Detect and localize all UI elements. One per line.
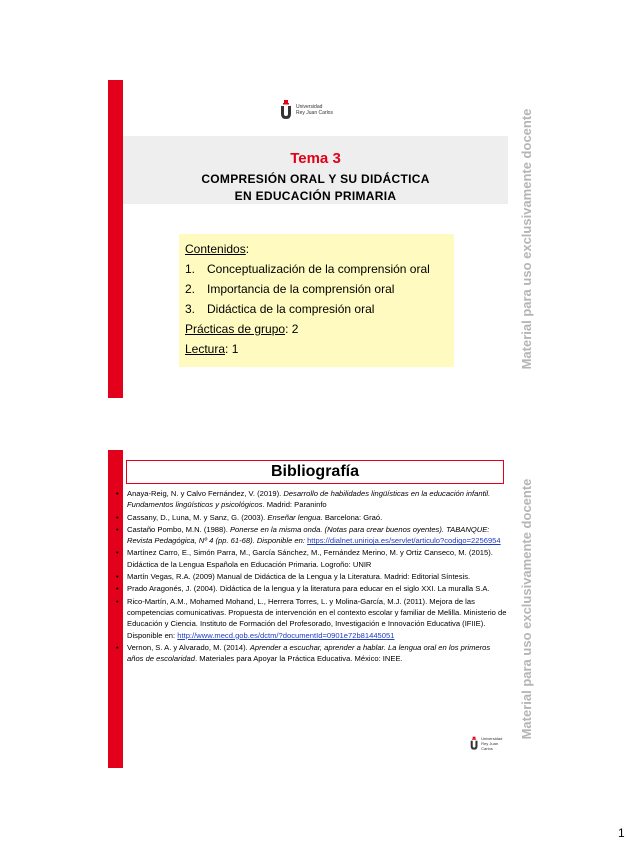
logo-text (296, 104, 333, 116)
bibliography-title: Bibliografía (126, 460, 504, 484)
list-item (116, 524, 508, 547)
bullet-icon: • (116, 512, 119, 522)
item-number: 1. (185, 262, 196, 276)
lectura-value: : 1 (225, 342, 239, 356)
practicas-line (185, 319, 448, 339)
ref-authors: Castaño Pombo, M.N. (1988). (127, 524, 230, 534)
practicas-label: Prácticas de grupo (185, 322, 286, 336)
list-item (185, 299, 448, 319)
reference-text: Prado Aragonés, J. (2004). Didáctica de la lengua y la literatura para educar en el siglo XXI. La muralla S.A. (127, 584, 490, 594)
list-item (185, 259, 448, 279)
reference-text (127, 512, 508, 523)
item-text: Conceptualización de la comprensión oral (207, 262, 430, 276)
practicas-value: : 2 (285, 322, 299, 336)
list-item (116, 571, 508, 582)
list-item (116, 512, 508, 523)
bullet-icon: • (116, 524, 119, 534)
logo-line-2: Rey Juan Carlos (296, 110, 333, 116)
lectura-label: Lectura (185, 342, 226, 356)
slide-bibliography (108, 450, 508, 768)
side-watermark-text: Material para uso exclusivamente docente (519, 108, 534, 370)
slide-cover (108, 80, 508, 398)
reference-text: Martín Vegas, R.A. (2009) Manual de Didáctica de la Lengua y la Literatura. Madrid: Editorial Síntesis. (127, 572, 471, 582)
logo-text (481, 736, 508, 751)
slide-accent-bar (108, 80, 123, 398)
page-number: 1 (618, 826, 625, 840)
title-band (123, 136, 508, 204)
ref-link[interactable]: https://dialnet.unirioja.es/servlet/articulo?codigo=2256954 (307, 536, 501, 546)
ref-authors: Anaya-Reig, N. y Calvo Fernández, V. (2019). (127, 489, 284, 498)
reference-text: Martínez Carro, E., Simón Parra, M., García Sánchez, M., Fernández Merino, M. y Ortiz Canseco, M. (2015). Didáctica de la Lengua Española en Educación Primaria. Logroño: UNIR (127, 548, 493, 569)
logo-line-1: Universidad (481, 736, 503, 741)
contenidos-label: Contenidos (185, 242, 246, 256)
list-item (116, 642, 508, 665)
ref-authors: Cassany, D., Luna, M. y Sanz, G. (2003). (127, 512, 268, 522)
subtitle-line-2: EN EDUCACIÓN PRIMARIA (234, 189, 397, 203)
bullet-icon: • (116, 572, 119, 582)
side-watermark-text: Material para uso exclusivamente docente (519, 478, 534, 740)
ref-authors: Rico-Martín, A.M., Mohamed Mohand, L., Herrera Torres, L. y Molina-García, M.J. (2011). Mejora de las competencias comunicativas. Propuesta de intervención en el contexto escolar y familiar de Melilla. Ministerio de Educación y Ciencia. Instituto de Formación del Profesorado, Investigación e Innovación Educativa (IFIIE). Disponible en: (127, 596, 507, 640)
logo-line-1: Universidad (296, 104, 323, 110)
reference-text (127, 642, 508, 665)
item-text: Importancia de la comprensión oral (207, 282, 395, 296)
bullet-icon: • (116, 548, 119, 558)
subtitle-line-1: COMPRESIÓN ORAL Y SU DIDÁCTICA (201, 172, 430, 186)
reference-text (127, 488, 508, 511)
ref-publisher: . Barcelona: Graó. (320, 512, 383, 522)
urjc-logo-icon (470, 736, 478, 751)
bullet-icon: • (116, 596, 119, 606)
ref-title: Ponerse en la misma onda. (Notas para crear buenos oyentes). TABANQUE: Revista Pedagógica, Nº 4 (pp. 61-68). Disponible en: (127, 524, 490, 546)
list-item (185, 279, 448, 299)
item-text: Didáctica de la compresión oral (207, 302, 375, 316)
ref-title: Enseñar lengua (267, 512, 321, 522)
list-item (116, 488, 508, 511)
contenidos-heading: Contenidos: (185, 242, 250, 256)
bullet-icon: • (116, 584, 119, 594)
ref-publisher: . Madrid: Paraninfo (262, 500, 327, 510)
bullet-icon: • (116, 489, 119, 498)
reference-text (127, 596, 508, 641)
ref-title: Aprender a escuchar, aprender a hablar. La lengua oral en los primeros años de escolaridad (127, 642, 491, 664)
logo-line-2: Rey Juan Carlos (481, 741, 499, 751)
list-item (116, 583, 508, 594)
tema-title: Tema 3 (290, 150, 341, 167)
university-logo (470, 736, 508, 751)
contents-box (179, 234, 454, 367)
list-item (116, 596, 508, 641)
ref-publisher: . Materiales para Apoyar la Práctica Educativa. México: INEE. (194, 654, 403, 664)
university-logo (280, 100, 333, 120)
item-number: 3. (185, 302, 196, 316)
reference-text (127, 524, 508, 547)
list-item (116, 547, 508, 570)
bibliography-list (116, 488, 508, 665)
urjc-logo-icon (280, 100, 292, 120)
lectura-line (185, 339, 448, 359)
ref-authors: Vernon, S. A. y Alvarado, M. (2014). (127, 642, 250, 652)
ref-title: Desarrollo de habilidades lingüísticas en la educación infantil. Fundamentos lingüísticos y psicológicos (127, 489, 491, 510)
item-number: 2. (185, 282, 196, 296)
bullet-icon: • (116, 642, 119, 652)
ref-link[interactable]: http://www.mecd.gob.es/dctm/?documentId=0901e72b81445051 (177, 630, 395, 640)
